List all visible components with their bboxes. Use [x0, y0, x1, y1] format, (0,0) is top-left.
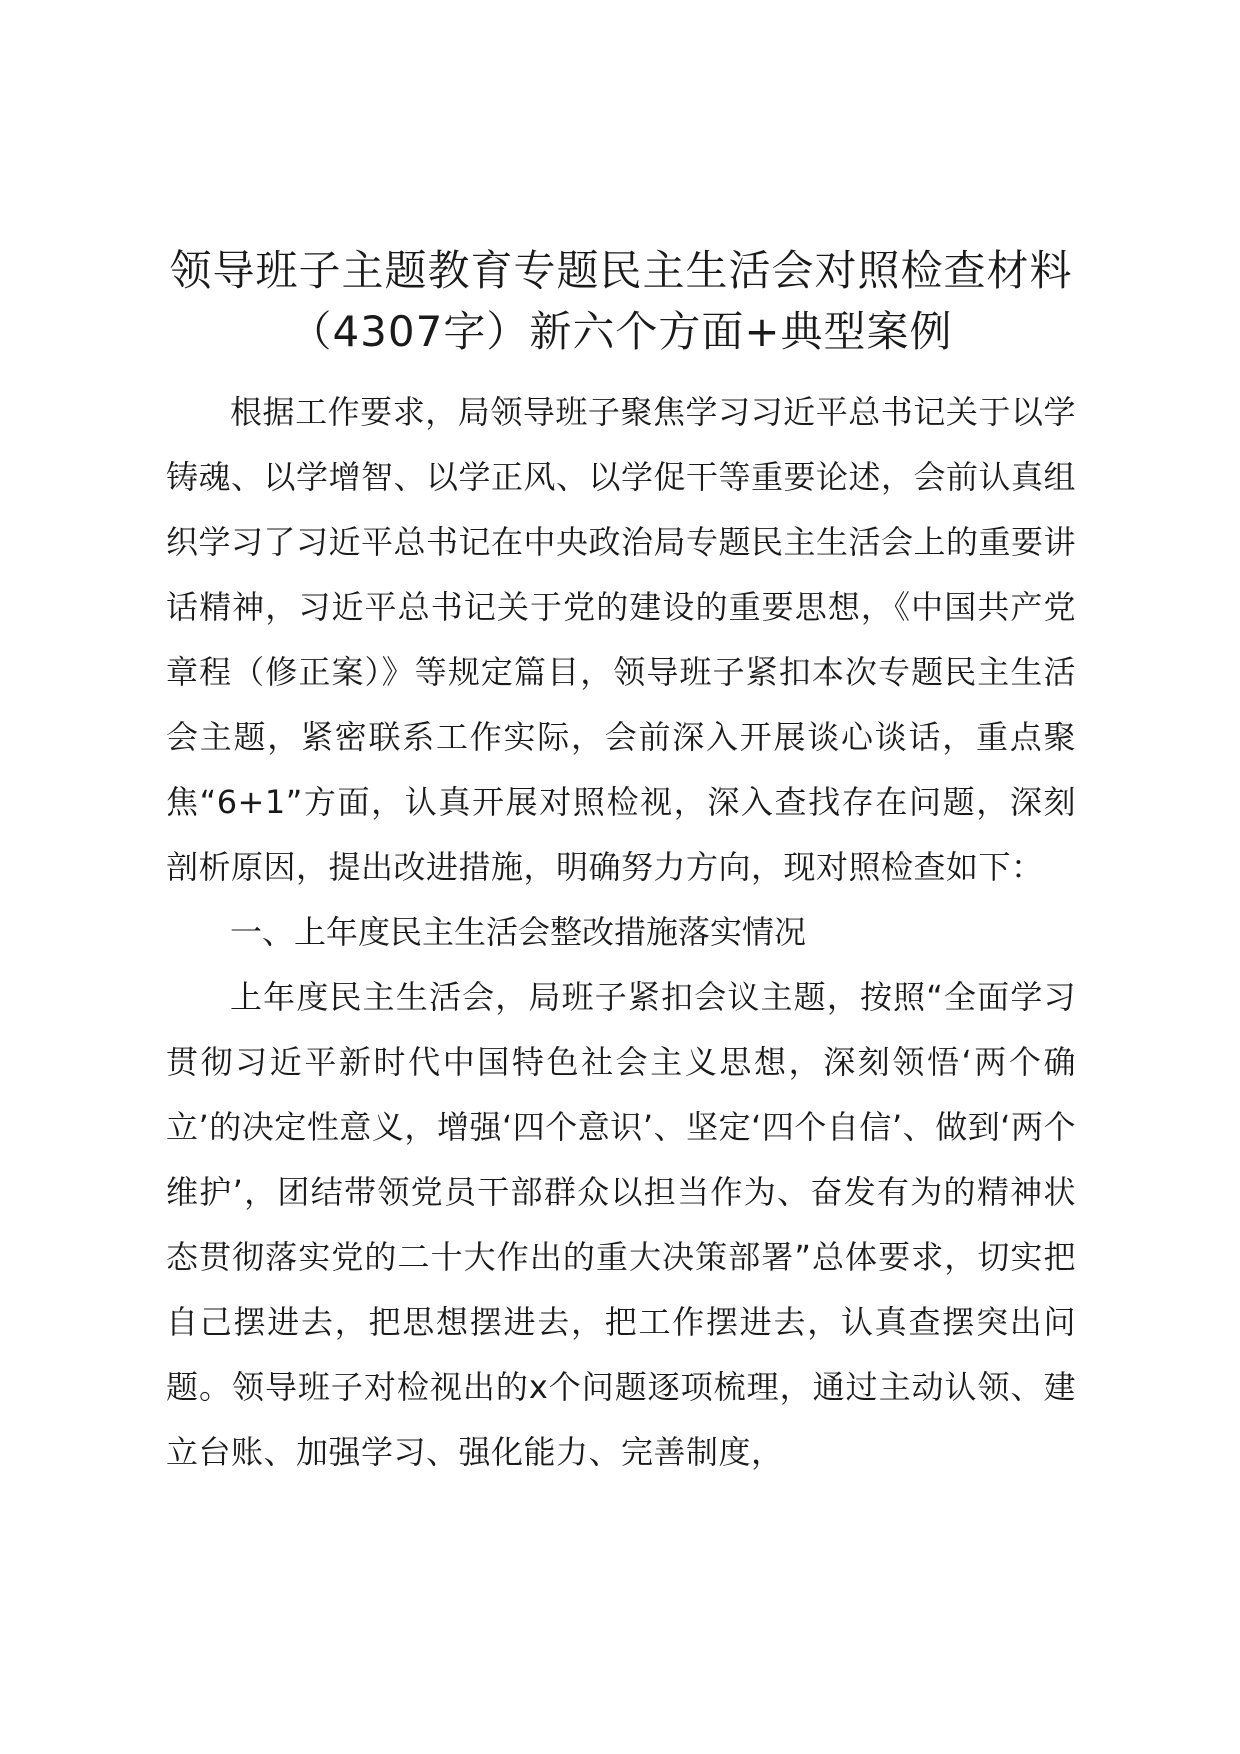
- section-1-paragraph: 上年度民主生活会，局班子紧扣会议主题，按照“全面学习贯彻习近平新时代中国特色社会主义思想，深刻领悟‘两个确立’的决定性意义，增强‘四个意识’、坚定‘四个自信’、做到‘两个维护’，团结带领党员干部群众以担当作为、奋发有为的精神状态贯彻落实党的二十大作出的重大决策部署”总体要求，切实把自己摆进去，把思想摆进去，把工作摆进去，认真查摆突出问题。领导班子对检视出的x个问题逐项梳理，通过主动认领、建立台账、加强学习、强化能力、完善制度，: [166, 978, 1076, 1471]
- document-title: 领导班子主题教育专题民主生活会对照检查材料（4307字）新六个方面+典型案例: [169, 246, 1073, 356]
- document-page: [166, 240, 1076, 1485]
- section-heading-1: 一、上年度民主生活会整改措施落实情况: [230, 913, 807, 951]
- intro-paragraph: 根据工作要求，局领导班子聚焦学习习近平总书记关于以学铸魂、以学增智、以学正风、以学促干等重要论述，会前认真组织学习了习近平总书记在中央政治局专题民主生活会上的重要讲话精神，习近平总书记关于党的建设的重要思想，《中国共产党章程（修正案）》等规定篇目，领导班子紧扣本次专题民主生活会主题，紧密联系工作实际，会前深入开展谈心谈话，重点聚焦“6+1”方面，认真开展对照检视，深入查找存在问题，深刻剖析原因，提出改进措施，明确努力方向，现对照检查如下：: [166, 393, 1077, 886]
